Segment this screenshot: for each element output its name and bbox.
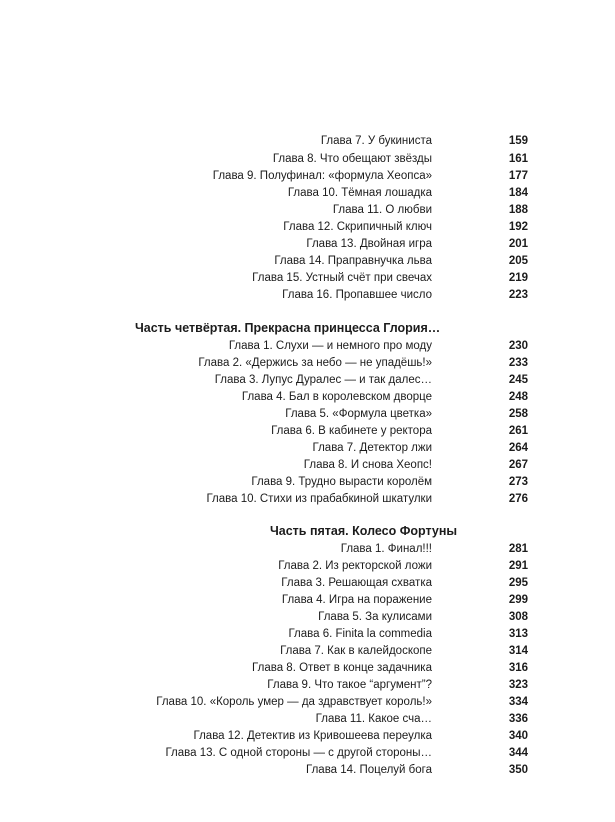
page-number: 192 [508,221,528,233]
page-number: 340 [508,730,528,742]
chapter-title: Глава 8. И снова Хеопс! [303,459,432,471]
chapter-title: Глава 14. Поцелуй бога [306,764,432,776]
page-number: 334 [508,696,528,708]
page-number: 314 [508,645,528,657]
page-number: 264 [508,442,528,454]
chapter-title: Глава 14. Праправнучка льва [274,255,432,267]
chapter-title: Глава 9. Что такое “аргумент”? [267,679,432,691]
chapter-title: Глава 12. Скрипичный ключ [283,221,432,233]
part-heading: Часть четвёртая. Прекрасна принцесса Глория… [135,321,441,335]
page-number: 273 [508,476,528,488]
chapter-title: Глава 4. Бал в королевском дворце [241,391,432,403]
chapter-title: Глава 1. Слухи — и немного про моду [228,340,432,352]
chapter-title: Глава 11. О любви [332,204,432,216]
chapter-title: Глава 8. Что обещают звёзды [272,153,432,165]
page-number: 344 [508,747,528,759]
chapter-title: Глава 7. Как в калейдоскопе [280,645,432,657]
page-number: 230 [508,340,528,352]
page-number: 184 [508,187,528,199]
chapter-title: Глава 13. Двойная игра [306,238,432,250]
page-number: 159 [508,135,528,147]
page-number: 281 [508,543,528,555]
chapter-title: Глава 13. С одной стороны — с другой стороны… [165,747,432,759]
chapter-title: Глава 15. Устный счёт при свечах [252,272,432,284]
chapter-title: Глава 7. Детектор лжи [312,442,432,454]
part-heading: Часть пятая. Колесо Фортуны [270,524,458,538]
page-number: 267 [508,459,528,471]
chapter-title: Глава 1. Финал!!! [340,543,432,555]
chapter-title: Глава 12. Детектив из Кривошеева переулка [193,730,432,742]
page-number: 248 [508,391,528,403]
chapter-title: Глава 10. Стихи из прабабкиной шкатулки [206,493,432,505]
chapter-title: Глава 2. «Держись за небо — не упадёшь!» [198,357,432,369]
page-number: 313 [508,628,528,640]
page-number: 201 [508,238,528,250]
chapter-title: Глава 3. Решающая схватка [281,577,432,589]
page-number: 336 [508,713,528,725]
page-number: 295 [508,577,528,589]
page-number: 350 [508,764,528,776]
chapter-title: Глава 16. Пропавшее число [282,289,432,301]
page-number: 316 [508,662,528,674]
page-number: 177 [508,170,528,182]
page-number: 258 [508,408,528,420]
chapter-title: Глава 8. Ответ в конце задачника [252,662,432,674]
chapter-title: Глава 10. «Король умер — да здравствует король!» [156,696,432,708]
page-number: 245 [508,374,528,386]
page-number: 188 [508,204,528,216]
chapter-title: Глава 9. Трудно вырасти королём [251,476,432,488]
chapter-title: Глава 6. Finita la commedia [288,628,432,640]
chapter-title: Глава 9. Полуфинал: «формула Хеопса» [212,170,432,182]
page-number: 161 [508,153,528,165]
chapter-title: Глава 7. У букиниста [320,135,432,147]
chapter-title: Глава 3. Лупус Дуралес — и так далес… [214,374,432,386]
page-number: 233 [508,357,528,369]
page-number: 223 [508,289,528,301]
chapter-title: Глава 5. За кулисами [318,611,432,623]
chapter-title: Глава 5. «Формула цветка» [285,408,432,420]
page-number: 299 [508,594,528,606]
page-number: 261 [508,425,528,437]
page-number: 205 [508,255,528,267]
page-number: 323 [508,679,528,691]
chapter-title: Глава 2. Из ректорской ложи [278,560,432,572]
page-number: 308 [508,611,528,623]
page-number: 291 [508,560,528,572]
page-number: 219 [508,272,528,284]
chapter-title: Глава 11. Какое сча… [315,713,432,725]
chapter-title: Глава 6. В кабинете у ректора [271,425,432,437]
chapter-title: Глава 4. Игра на поражение [281,594,432,606]
chapter-title: Глава 10. Тёмная лошадка [287,187,432,199]
page-number: 276 [508,493,528,505]
